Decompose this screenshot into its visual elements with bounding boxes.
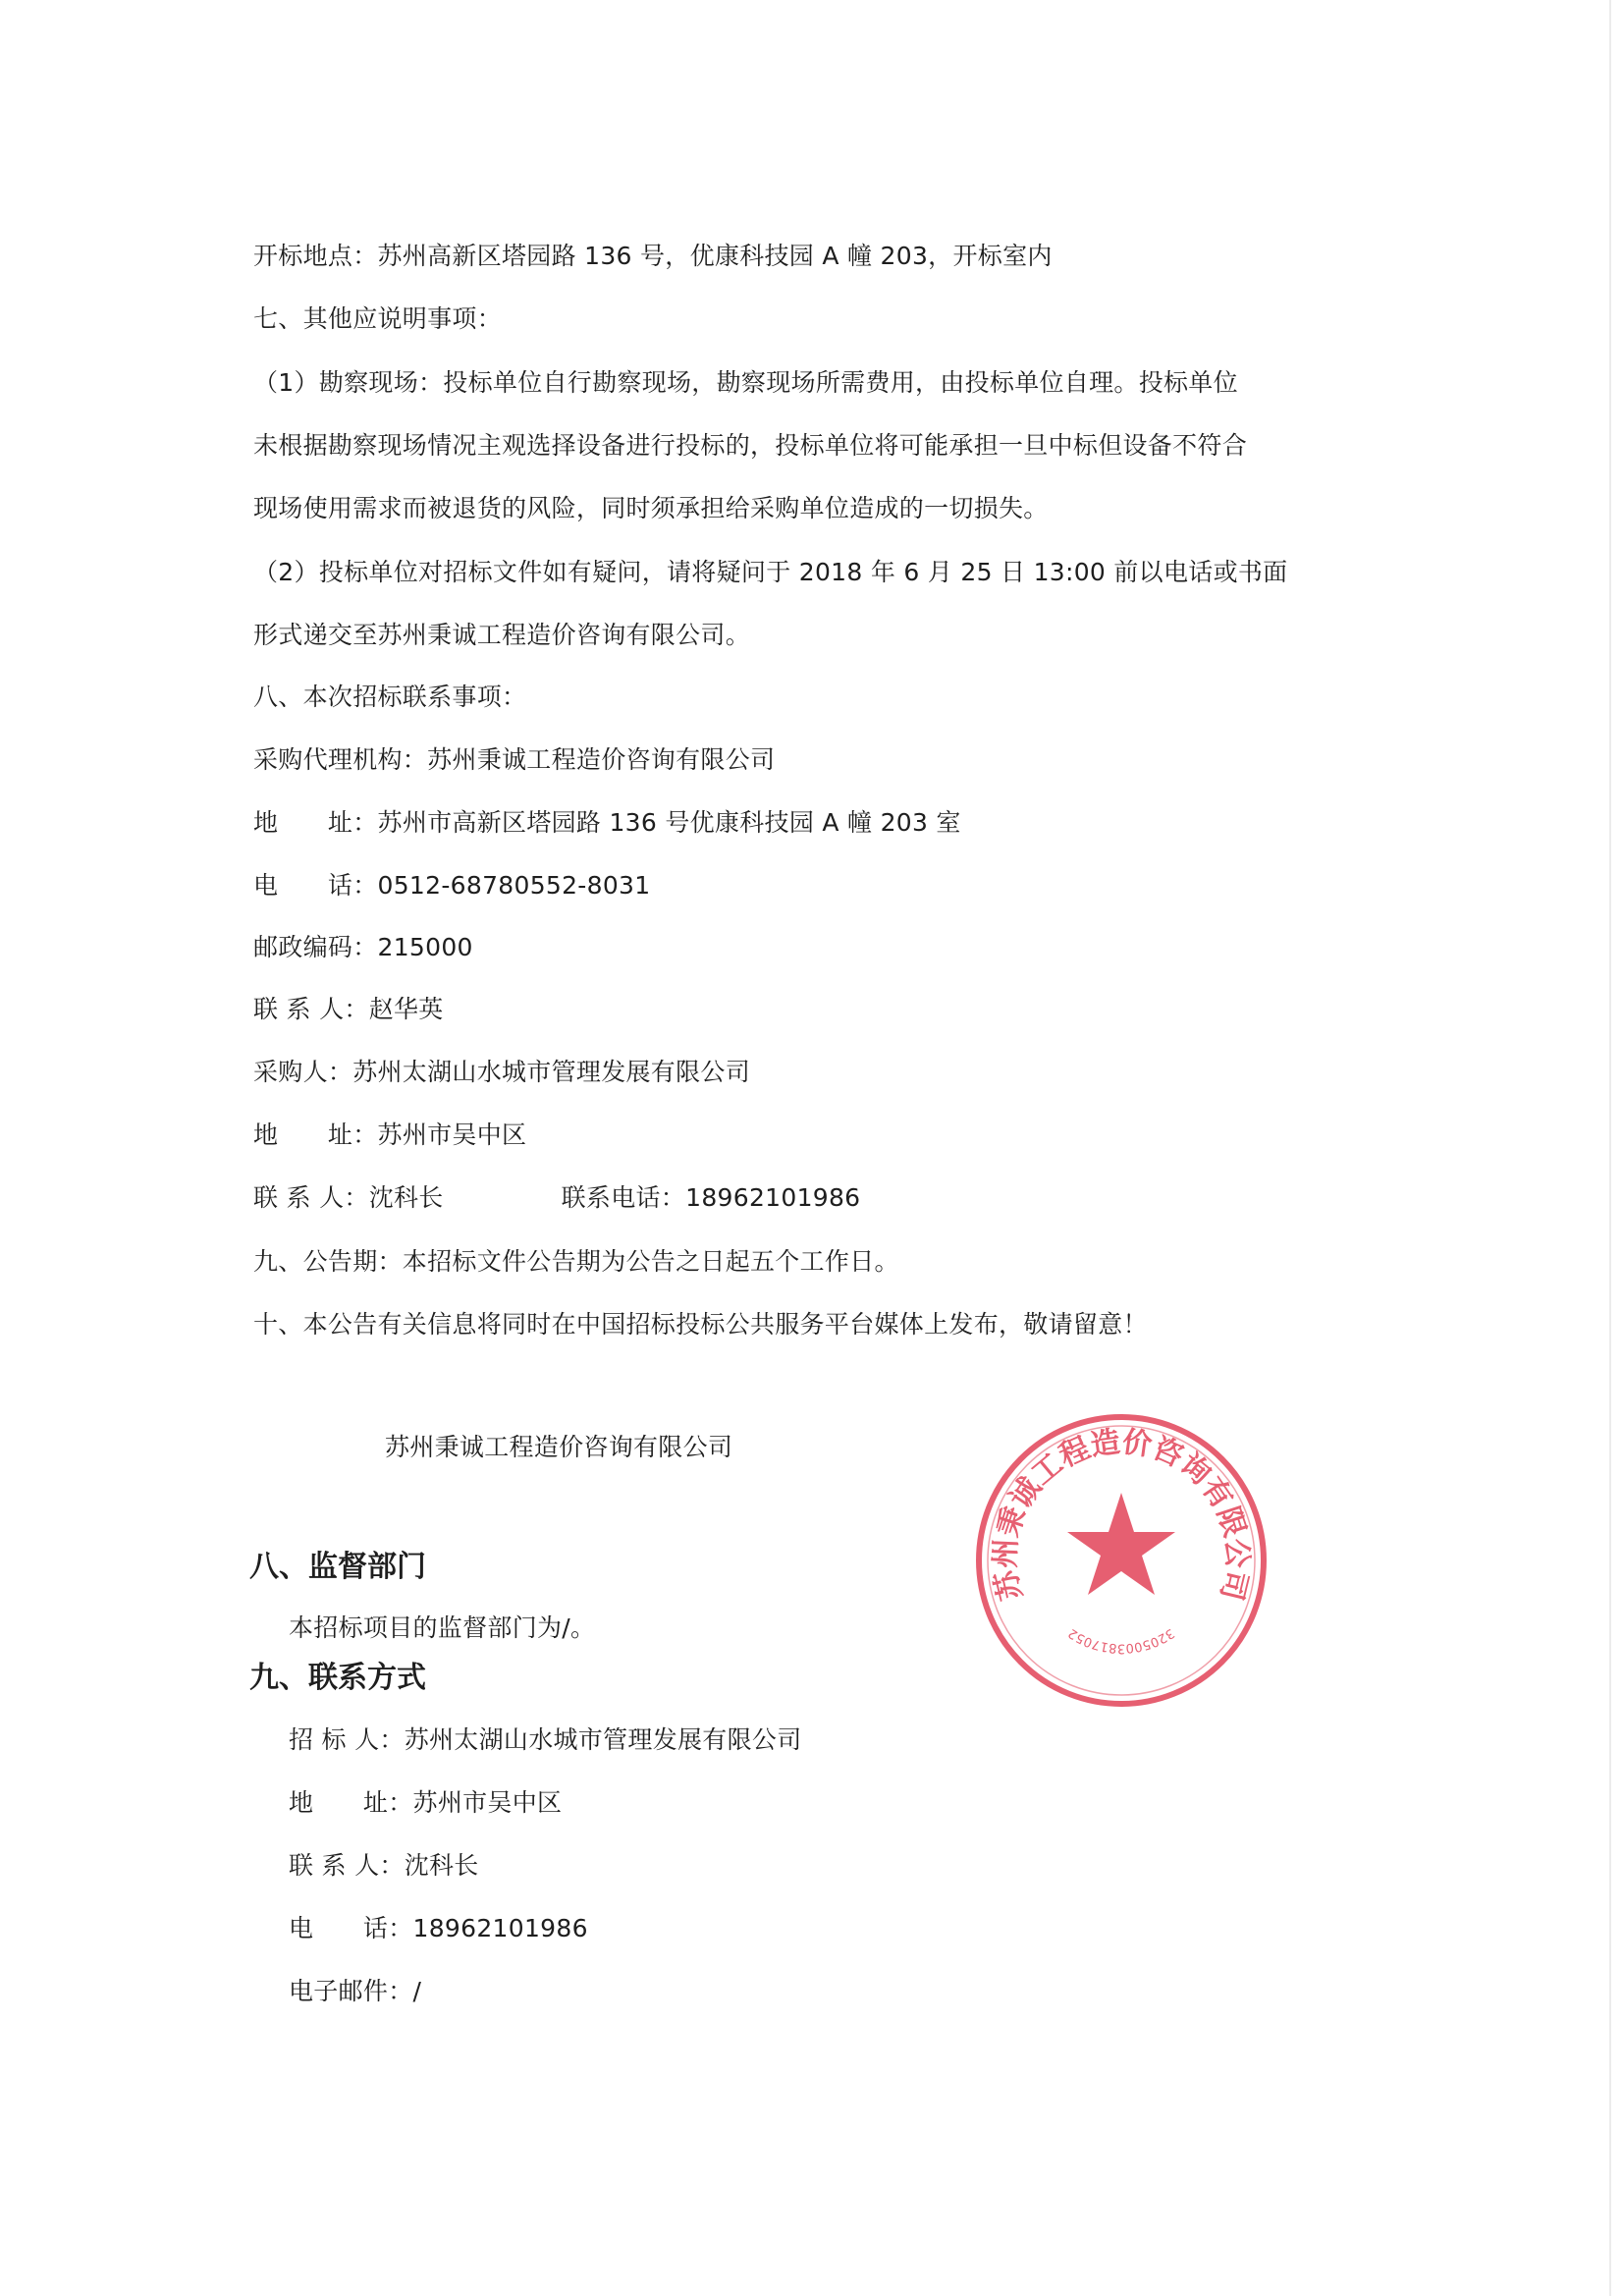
opening-location-line: 开标地点：苏州高新区塔园路 136 号，优康科技园 A 幢 203，开标室内: [253, 242, 1053, 270]
contact-address: 苏州市吴中区: [412, 1788, 563, 1817]
contact-person-row: [289, 1849, 479, 1883]
supervision-title: 八、监督部门: [249, 1550, 426, 1584]
contact-phone-row: [289, 1912, 588, 1945]
contact-address-row: [289, 1786, 562, 1820]
agency-phone-label: 电 话：: [253, 871, 378, 900]
contact-email-label: 电子邮件：: [289, 1977, 413, 2005]
postcode: 215000: [377, 933, 473, 961]
agency-address-row: [253, 806, 961, 840]
agency-address-label: 地 址：: [253, 808, 378, 837]
contact-phone: 18962101986: [412, 1914, 588, 1942]
seal-code: 3205003817052: [1065, 1624, 1177, 1656]
seal-text: 苏州秉诚工程造价咨询有限公司: [988, 1424, 1255, 1604]
purchaser-contact-row: [253, 1181, 860, 1215]
scan-edge-line: [1609, 0, 1611, 2296]
signature-company: 苏州秉诚工程造价咨询有限公司: [385, 1433, 733, 1461]
contact-title: 九、联系方式: [249, 1661, 426, 1695]
contact-person: 沈科长: [404, 1851, 479, 1880]
purchaser-address-row: [253, 1119, 526, 1152]
purchaser-phone: 18962101986: [685, 1183, 861, 1212]
item1-line3: 现场使用需求而被退货的风险，同时须承担给采购单位造成的一切损失。: [253, 494, 1049, 522]
agency-contact: 赵华英: [368, 995, 444, 1023]
agency-phone: 0512-68780552-8031: [377, 871, 651, 900]
tenderer: 苏州太湖山水城市管理发展有限公司: [404, 1725, 802, 1754]
contact-phone-label: 电 话：: [289, 1914, 413, 1942]
section10-publish-note: 十、本公告有关信息将同时在中国招标投标公共服务平台媒体上发布，敬请留意！: [253, 1310, 1148, 1339]
contact-email-row: [289, 1975, 421, 2008]
postcode-row: [253, 931, 473, 964]
tenderer-row: [289, 1723, 802, 1757]
item1-line1: （1）勘察现场：投标单位自行勘察现场，勘察现场所需费用，由投标单位自理。投标单位: [253, 368, 1238, 397]
item2-line2: 形式递交至苏州秉诚工程造价咨询有限公司。: [253, 621, 751, 649]
tenderer-label: 招 标 人：: [289, 1725, 405, 1754]
supervision-text: 本招标项目的监督部门为/。: [289, 1613, 596, 1642]
contact-address-label: 地 址：: [289, 1788, 413, 1817]
official-seal-icon: [974, 1412, 1269, 1709]
agency-address: 苏州市高新区塔园路 136 号优康科技园 A 幢 203 室: [377, 808, 961, 837]
purchaser-address-label: 地 址：: [253, 1121, 378, 1149]
purchaser-line: 采购人：苏州太湖山水城市管理发展有限公司: [253, 1058, 751, 1086]
section9-notice-period: 九、公告期：本招标文件公告期为公告之日起五个工作日。: [253, 1247, 899, 1276]
section8-contact-title: 八、本次招标联系事项：: [253, 683, 527, 711]
agency-contact-label: 联 系 人：: [253, 995, 369, 1023]
seal-star-icon: [1067, 1493, 1175, 1595]
agency-phone-row: [253, 869, 650, 902]
svg-text:3205003817052: [1066, 1625, 1177, 1656]
item2-line1: （2）投标单位对招标文件如有疑问，请将疑问于 2018 年 6 月 25 日 13:00 前以电话或书面: [253, 558, 1288, 586]
contact-email: /: [412, 1977, 422, 2005]
agency-contact-row: [253, 993, 444, 1026]
purchaser-contact: 沈科长: [368, 1183, 444, 1212]
contact-person-label: 联 系 人：: [289, 1851, 405, 1880]
purchaser-contact-label: 联 系 人：: [253, 1183, 369, 1212]
item1-line2: 未根据勘察现场情况主观选择设备进行投标的，投标单位将可能承担一旦中标但设备不符合: [253, 431, 1248, 460]
section7-title: 七、其他应说明事项：: [253, 304, 503, 333]
postcode-label: 邮政编码：: [253, 933, 378, 961]
agency-line: 采购代理机构：苏州秉诚工程造价咨询有限公司: [253, 745, 776, 774]
purchaser-phone-label: 联系电话：: [561, 1183, 686, 1212]
purchaser-address: 苏州市吴中区: [377, 1121, 527, 1149]
